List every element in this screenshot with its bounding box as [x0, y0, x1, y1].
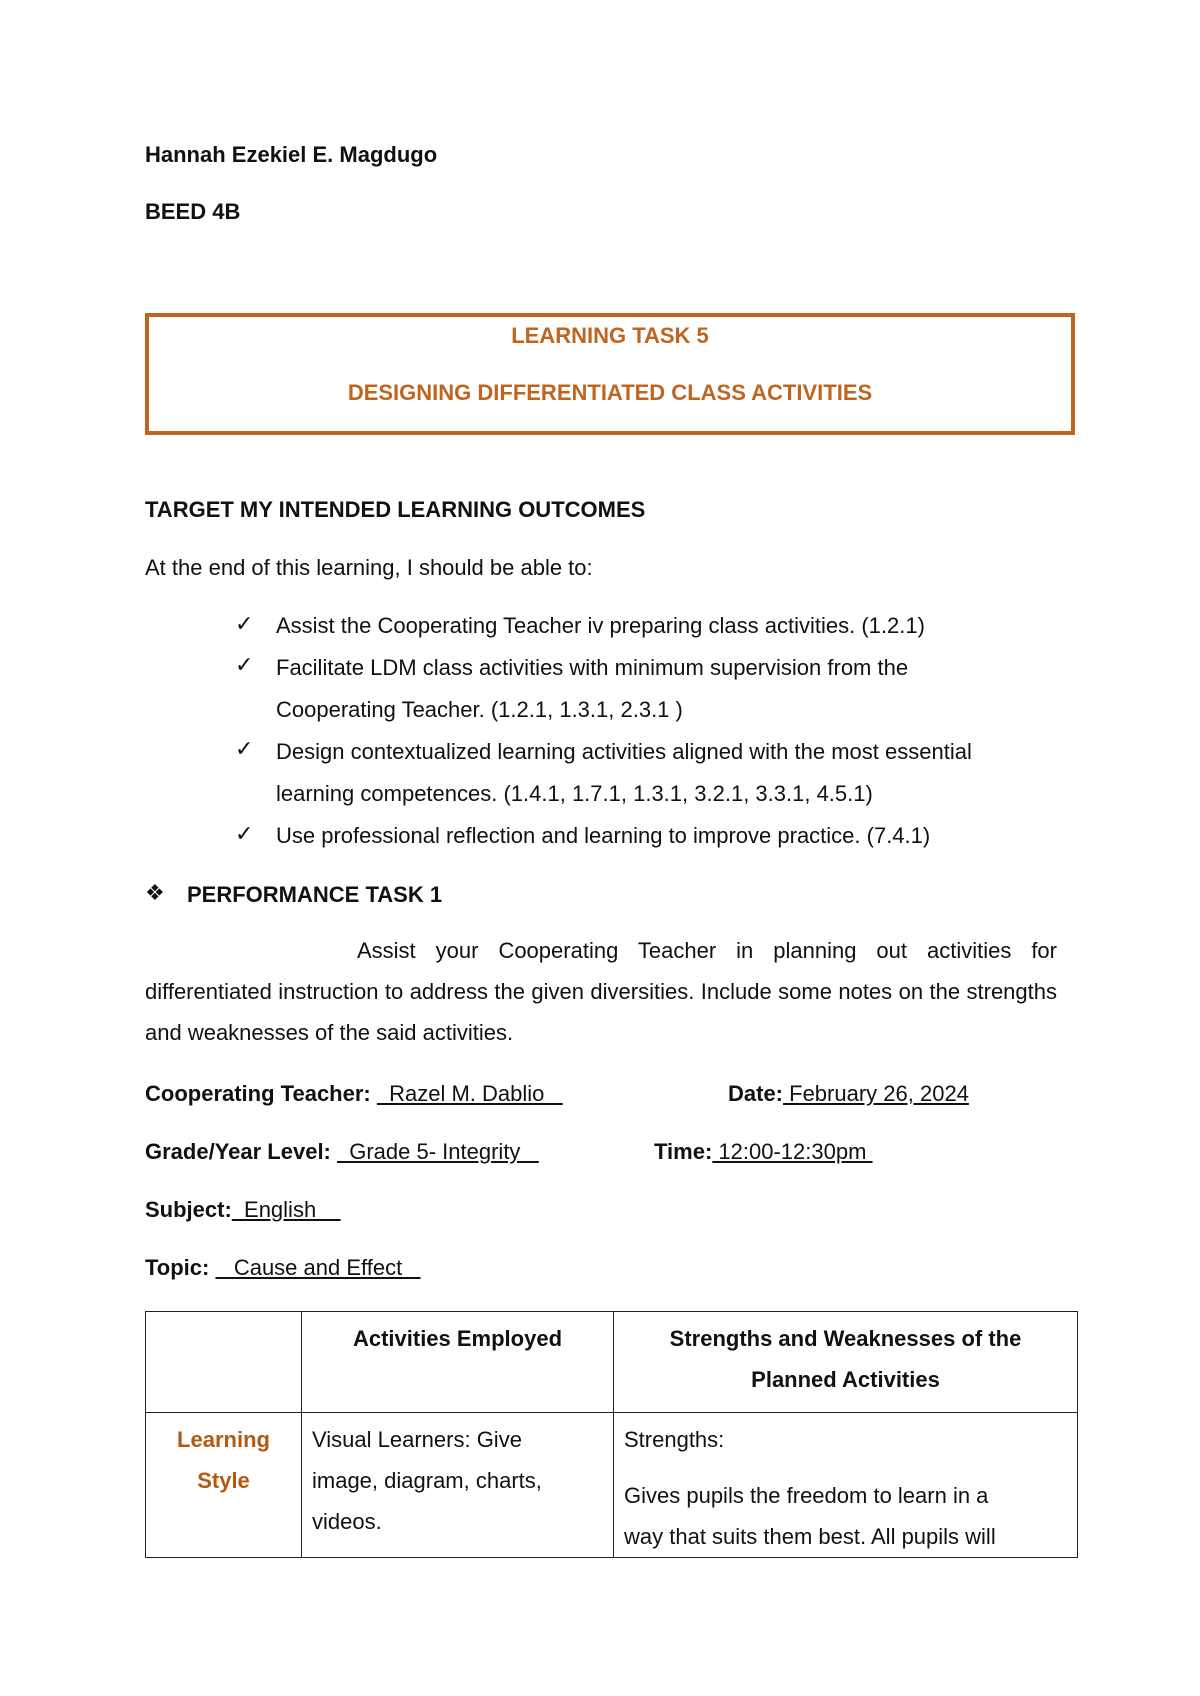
time-field: [654, 1139, 873, 1165]
check-icon: ✓: [235, 736, 254, 761]
date-label: Date:: [728, 1081, 784, 1106]
grade-label: Grade/Year Level:: [145, 1139, 331, 1164]
table-header-activities: [302, 1312, 614, 1413]
header-strengths-line1: Strengths and Weaknesses of the: [669, 1326, 1022, 1351]
time-label: Time:: [654, 1139, 713, 1164]
topic-label: Topic:: [145, 1255, 210, 1280]
outcome-item: Assist the Cooperating Teacher iv preparing class activities. (1.2.1): [276, 613, 925, 638]
subject-label: Subject:: [145, 1197, 232, 1222]
table-header-row: [146, 1312, 1078, 1413]
outcomes-intro: At the end of this learning, I should be able to:: [145, 555, 593, 580]
date-value: February 26, 2024: [783, 1081, 969, 1106]
check-icon: ✓: [235, 611, 254, 636]
activities-table: [145, 1311, 1078, 1558]
outcome-item: Facilitate LDM class activities with minimum supervision from the: [276, 655, 909, 680]
strengths-line: way that suits them best. All pupils will: [624, 1524, 996, 1549]
grade-field: [145, 1139, 539, 1165]
row-strengths-cell: [614, 1413, 1078, 1558]
student-name: Hannah Ezekiel E. Magdugo: [145, 142, 438, 167]
student-section: BEED 4B: [145, 199, 241, 224]
title-line-2: DESIGNING DIFFERENTIATED CLASS ACTIVITIES: [347, 380, 873, 405]
outcome-item-continued: Cooperating Teacher. (1.2.1, 1.3.1, 2.3.1 ): [276, 697, 683, 722]
outcomes-heading: TARGET MY INTENDED LEARNING OUTCOMES: [145, 497, 646, 522]
check-icon: ✓: [235, 821, 254, 846]
outcome-item: Use professional reflection and learning to improve practice. (7.4.1): [276, 823, 931, 848]
strengths-line: Gives pupils the freedom to learn in a: [624, 1483, 989, 1508]
diamond-bullet-icon: ❖: [145, 880, 165, 905]
performance-heading: PERFORMANCE TASK 1: [187, 882, 443, 907]
subject-field: [145, 1197, 341, 1223]
date-field: [728, 1081, 969, 1107]
table-row: [146, 1413, 1078, 1558]
activity-line: videos.: [312, 1509, 382, 1534]
activity-line: Visual Learners: Give: [312, 1427, 522, 1452]
outcome-item-continued: learning competences. (1.4.1, 1.7.1, 1.3.1, 3.2.1, 3.3.1, 4.5.1): [276, 781, 873, 806]
title-line-1: LEARNING TASK 5: [511, 323, 709, 348]
teacher-field: [145, 1081, 563, 1107]
subject-value: English: [231, 1197, 341, 1222]
row-label-line1: Learning: [177, 1427, 270, 1452]
activity-line: image, diagram, charts,: [312, 1468, 542, 1493]
row-activities-cell: [302, 1413, 614, 1558]
performance-paragraph: Assist your Cooperating Teacher in planning out activities for differentiated instruction to address the given diversities. Include some notes on the strengths and weaknesses of the said activities.: [145, 938, 1057, 1045]
topic-value: Cause and Effect: [215, 1255, 421, 1280]
header-activities-text: Activities Employed: [352, 1326, 563, 1351]
outcome-item: Design contextualized learning activities aligned with the most essential: [276, 739, 972, 764]
teacher-label: Cooperating Teacher:: [145, 1081, 371, 1106]
row-label-learning-style: [146, 1413, 302, 1558]
topic-field: [145, 1255, 421, 1281]
check-icon: ✓: [235, 652, 254, 677]
title-box: [145, 313, 1075, 435]
time-value: 12:00-12:30pm: [712, 1139, 873, 1164]
strengths-head: Strengths:: [624, 1427, 725, 1452]
row-label-line2: Style: [197, 1468, 250, 1493]
teacher-value: Razel M. Dablio: [376, 1081, 563, 1106]
table-header-strengths: [614, 1312, 1078, 1413]
header-strengths-line2: Planned Activities: [751, 1367, 940, 1392]
grade-value: Grade 5- Integrity: [337, 1139, 539, 1164]
table-corner-cell: [146, 1312, 302, 1413]
